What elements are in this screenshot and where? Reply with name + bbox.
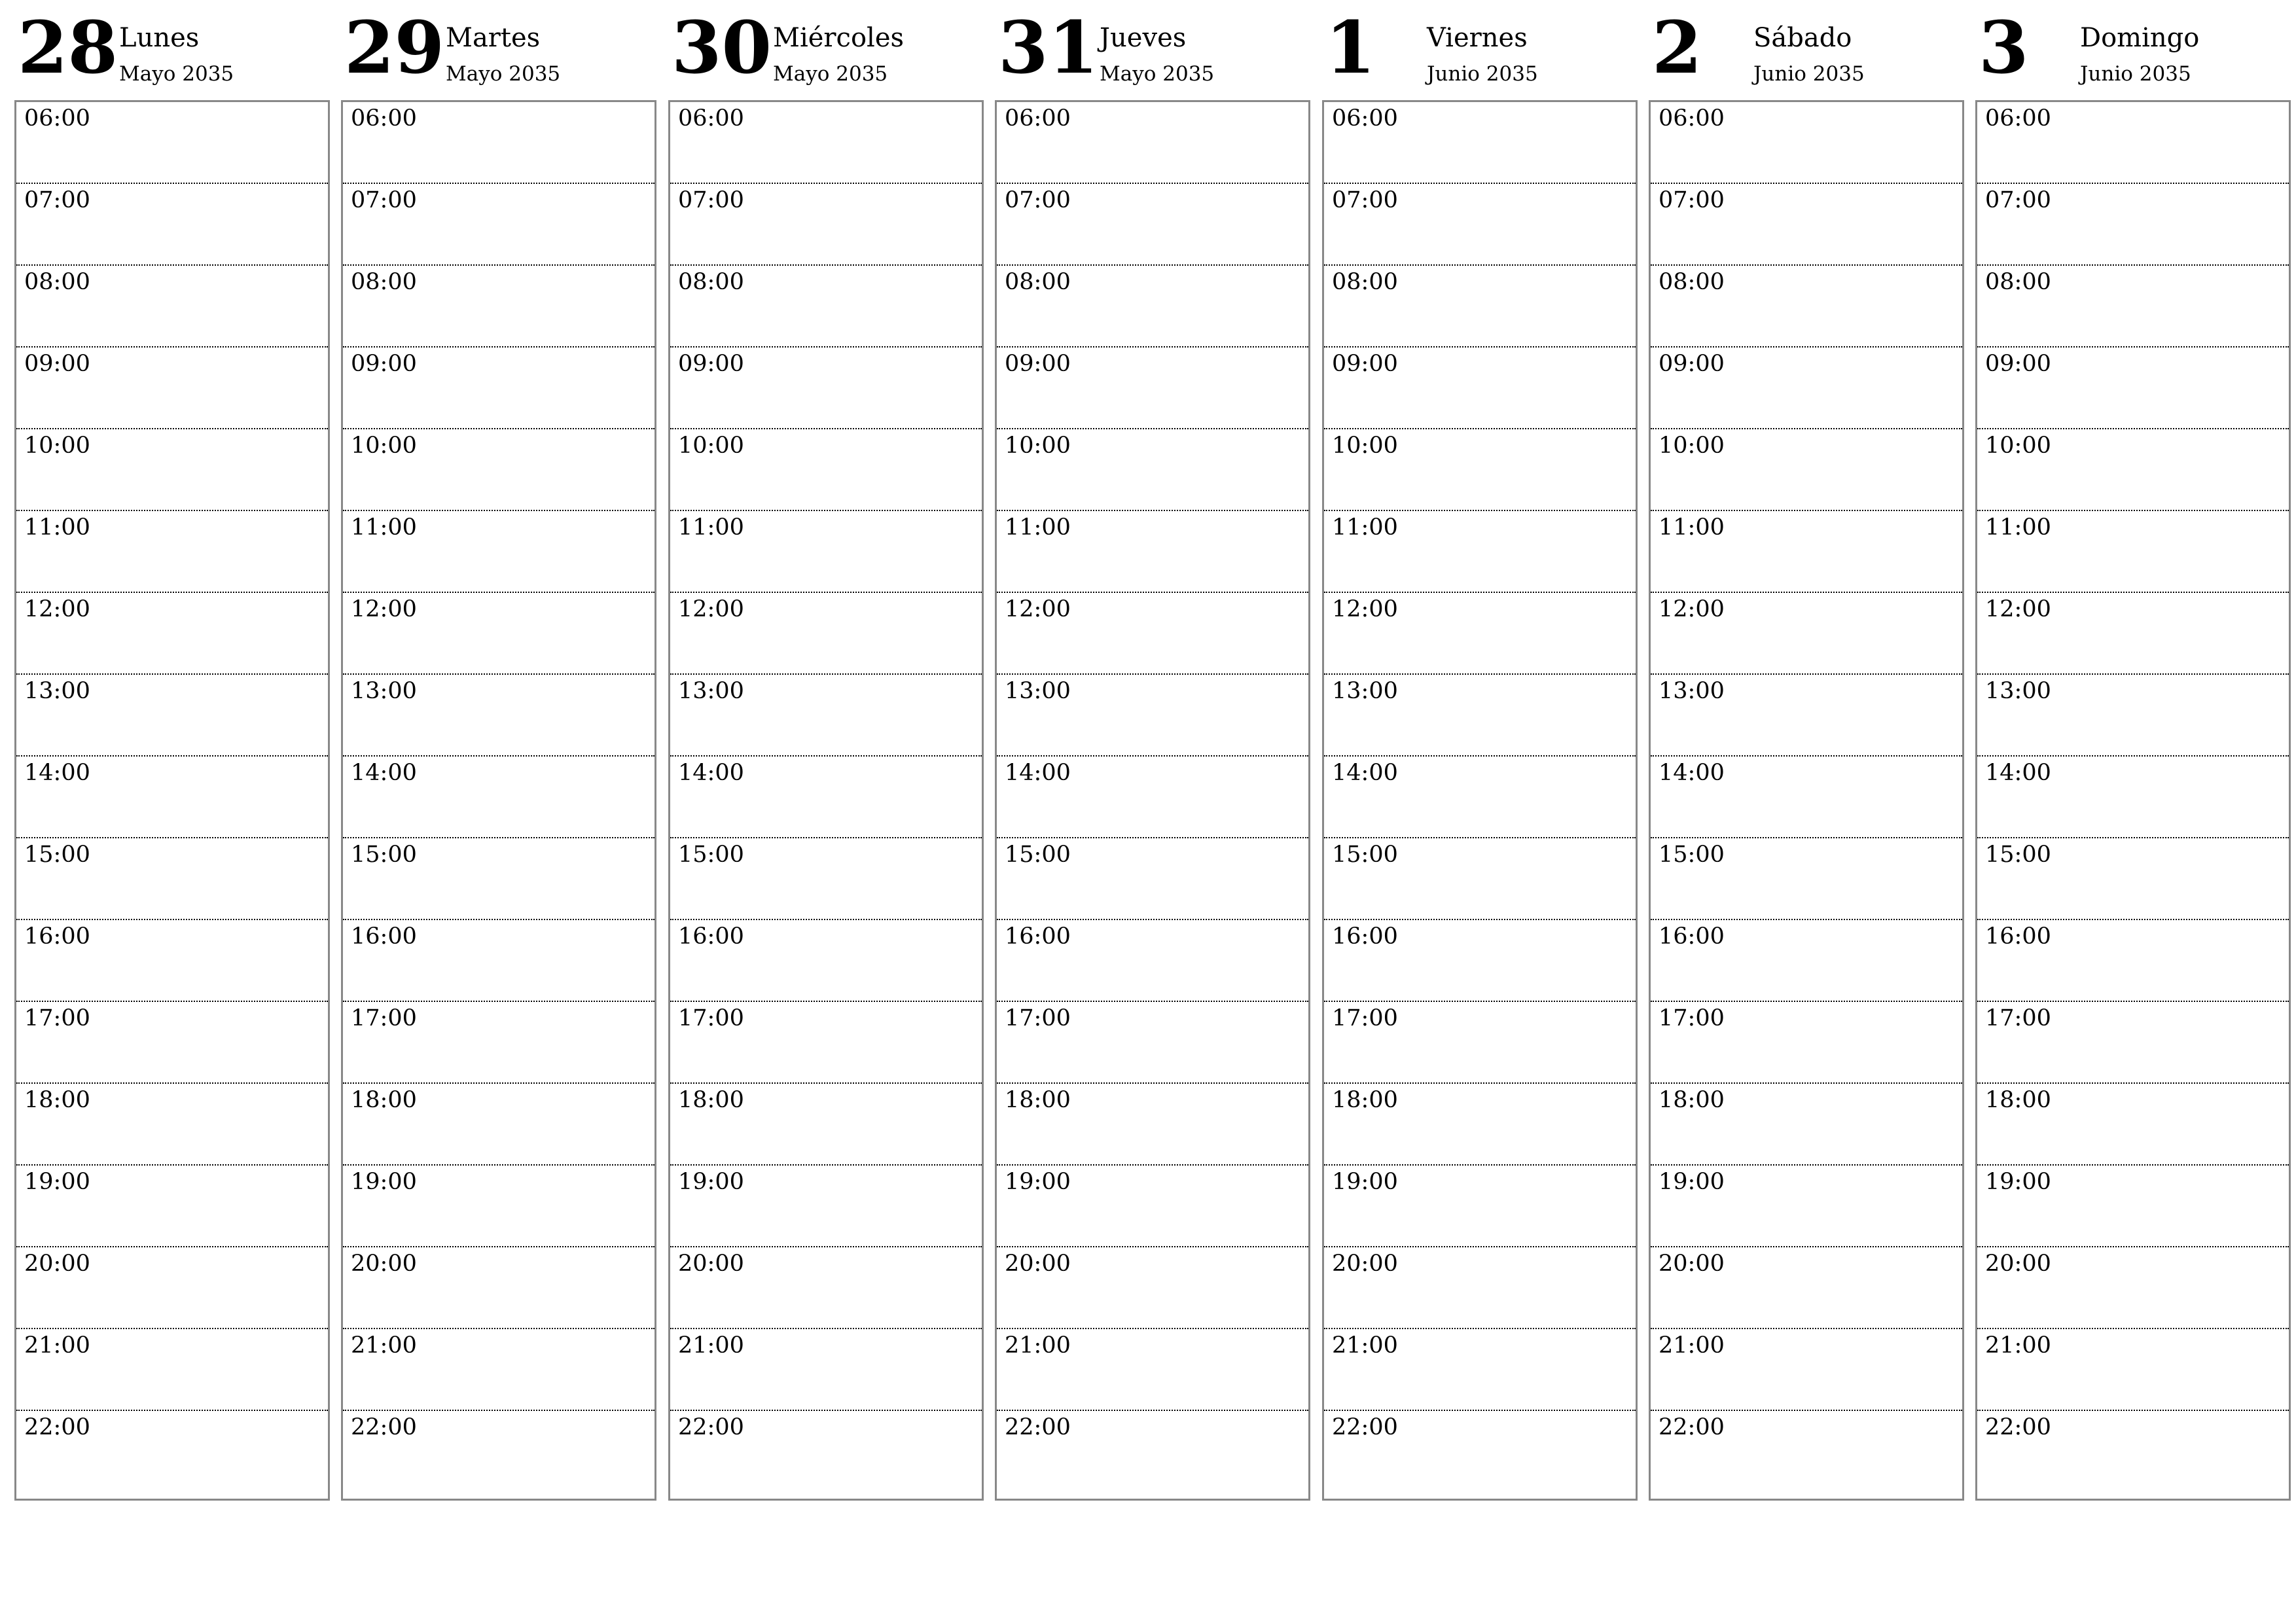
time-slot-label: 09:00	[351, 351, 417, 377]
time-slot[interactable]	[670, 1329, 982, 1411]
time-slot[interactable]	[997, 920, 1308, 1002]
time-slot[interactable]	[1651, 184, 1962, 266]
time-slot-label: 06:00	[1985, 105, 2051, 132]
time-slot[interactable]	[670, 593, 982, 675]
time-slot[interactable]	[1977, 1247, 2289, 1329]
day-number: 31	[998, 5, 1099, 90]
time-slot[interactable]	[670, 675, 982, 757]
time-slot-label: 19:00	[678, 1169, 744, 1195]
time-slot[interactable]	[1324, 757, 1636, 838]
day-name: Domingo	[2080, 23, 2200, 53]
time-slot-label: 17:00	[1005, 1005, 1071, 1031]
time-slot[interactable]	[997, 1411, 1308, 1493]
time-slot[interactable]	[16, 511, 328, 593]
time-slot[interactable]	[343, 920, 655, 1002]
time-slot[interactable]	[997, 838, 1308, 920]
time-slot-label: 17:00	[1659, 1005, 1725, 1031]
day-header	[1975, 0, 2289, 99]
time-slot[interactable]	[1324, 1329, 1636, 1411]
time-slot-label: 14:00	[1005, 760, 1071, 786]
time-slot-label: 18:00	[24, 1087, 90, 1113]
time-slot-label: 10:00	[1659, 433, 1725, 459]
time-slot[interactable]	[1324, 429, 1636, 511]
time-slot[interactable]	[997, 266, 1308, 348]
time-slot-label: 22:00	[24, 1414, 90, 1440]
time-slot-label: 07:00	[24, 187, 90, 213]
time-slot-label: 07:00	[351, 187, 417, 213]
time-slot[interactable]	[1324, 1002, 1636, 1084]
day-number: 30	[672, 5, 772, 90]
time-slot[interactable]	[670, 1247, 982, 1329]
time-slot[interactable]	[1651, 266, 1962, 348]
day-month: Junio 2035	[1427, 62, 1538, 86]
time-slot-label: 07:00	[1985, 187, 2051, 213]
time-slot-label: 16:00	[1332, 923, 1398, 950]
time-slot[interactable]	[16, 429, 328, 511]
time-slot[interactable]	[1977, 1166, 2289, 1247]
time-slot[interactable]	[1651, 1166, 1962, 1247]
time-slot[interactable]	[1324, 838, 1636, 920]
time-slot[interactable]	[343, 348, 655, 429]
time-slot[interactable]	[997, 348, 1308, 429]
time-slot[interactable]	[1651, 757, 1962, 838]
time-slot-label: 22:00	[351, 1414, 417, 1440]
day-number: 2	[1652, 5, 1702, 90]
time-slot[interactable]	[670, 266, 982, 348]
day-header	[668, 0, 982, 99]
time-slot-label: 07:00	[1005, 187, 1071, 213]
time-slot-label: 14:00	[351, 760, 417, 786]
time-slot[interactable]	[343, 675, 655, 757]
time-slot-label: 13:00	[1985, 678, 2051, 704]
time-slot[interactable]	[1977, 920, 2289, 1002]
time-slot[interactable]	[1324, 593, 1636, 675]
time-slot[interactable]	[670, 102, 982, 184]
time-slot-label: 17:00	[1332, 1005, 1398, 1031]
time-slot[interactable]	[1651, 593, 1962, 675]
time-slot-label: 06:00	[1005, 105, 1071, 132]
time-slot[interactable]	[997, 429, 1308, 511]
time-slot[interactable]	[16, 675, 328, 757]
time-slot[interactable]	[16, 102, 328, 184]
day-column	[14, 0, 329, 1503]
time-slot[interactable]	[1324, 675, 1636, 757]
time-slot-label: 21:00	[351, 1332, 417, 1359]
day-schedule-box	[995, 100, 1310, 1501]
time-slot[interactable]	[997, 1084, 1308, 1166]
time-slot-label: 17:00	[1985, 1005, 2051, 1031]
time-slot[interactable]	[997, 757, 1308, 838]
time-slot-label: 08:00	[1985, 269, 2051, 295]
time-slot[interactable]	[16, 266, 328, 348]
time-slot-label: 20:00	[1659, 1251, 1725, 1277]
time-slot-label: 08:00	[1332, 269, 1398, 295]
time-slot-label: 13:00	[678, 678, 744, 704]
time-slot-label: 10:00	[1985, 433, 2051, 459]
time-slot-label: 09:00	[1659, 351, 1725, 377]
time-slot[interactable]	[1324, 920, 1636, 1002]
time-slot-label: 06:00	[351, 105, 417, 132]
day-name: Sábado	[1753, 23, 1852, 53]
time-slot-label: 22:00	[1332, 1414, 1398, 1440]
time-slot-label: 09:00	[1985, 351, 2051, 377]
time-slot[interactable]	[670, 757, 982, 838]
time-slot-label: 13:00	[1332, 678, 1398, 704]
time-slot-label: 12:00	[678, 596, 744, 622]
time-slot[interactable]	[1324, 266, 1636, 348]
time-slot[interactable]	[1977, 429, 2289, 511]
time-slot-label: 14:00	[678, 760, 744, 786]
day-month: Junio 2035	[1753, 62, 1865, 86]
time-slot-label: 08:00	[351, 269, 417, 295]
time-slot-label: 10:00	[351, 433, 417, 459]
time-slot-label: 11:00	[1985, 514, 2051, 541]
time-slot[interactable]	[1977, 757, 2289, 838]
time-slot[interactable]	[343, 1329, 655, 1411]
time-slot-label: 08:00	[1659, 269, 1725, 295]
time-slot[interactable]	[16, 1166, 328, 1247]
time-slot[interactable]	[1324, 1247, 1636, 1329]
time-slot-label: 11:00	[1332, 514, 1398, 541]
time-slot-label: 06:00	[678, 105, 744, 132]
day-header	[14, 0, 329, 99]
time-slot[interactable]	[16, 1247, 328, 1329]
time-slot-label: 15:00	[24, 842, 90, 868]
time-slot-label: 11:00	[678, 514, 744, 541]
time-slot[interactable]	[670, 1002, 982, 1084]
time-slot-label: 18:00	[1005, 1087, 1071, 1113]
time-slot-label: 15:00	[1332, 842, 1398, 868]
time-slot[interactable]	[1324, 511, 1636, 593]
time-slot-label: 09:00	[678, 351, 744, 377]
day-month: Junio 2035	[2080, 62, 2191, 86]
time-slot[interactable]	[670, 1084, 982, 1166]
time-slot-label: 20:00	[24, 1251, 90, 1277]
time-slot[interactable]	[1977, 102, 2289, 184]
time-slot[interactable]	[1651, 1411, 1962, 1493]
time-slot-label: 17:00	[351, 1005, 417, 1031]
time-slot[interactable]	[16, 348, 328, 429]
time-slot-label: 12:00	[351, 596, 417, 622]
day-header	[995, 0, 1309, 99]
time-slot-label: 21:00	[24, 1332, 90, 1359]
time-slot-label: 16:00	[24, 923, 90, 950]
time-slot-label: 09:00	[1005, 351, 1071, 377]
day-month: Mayo 2035	[119, 62, 234, 86]
time-slot-label: 14:00	[1659, 760, 1725, 786]
time-slot-label: 18:00	[1332, 1087, 1398, 1113]
time-slot[interactable]	[997, 1002, 1308, 1084]
day-name: Miércoles	[773, 23, 905, 53]
time-slot-label: 15:00	[678, 842, 744, 868]
time-slot-label: 17:00	[24, 1005, 90, 1031]
time-slot[interactable]	[16, 184, 328, 266]
time-slot[interactable]	[670, 1411, 982, 1493]
time-slot-label: 19:00	[1005, 1169, 1071, 1195]
time-slot-label: 11:00	[351, 514, 417, 541]
time-slot[interactable]	[343, 429, 655, 511]
time-slot-label: 08:00	[678, 269, 744, 295]
day-number: 1	[1325, 5, 1376, 90]
time-slot-label: 20:00	[1985, 1251, 2051, 1277]
time-slot-label: 20:00	[351, 1251, 417, 1277]
time-slot-label: 16:00	[351, 923, 417, 950]
time-slot[interactable]	[997, 1166, 1308, 1247]
time-slot[interactable]	[343, 838, 655, 920]
time-slot-label: 15:00	[1659, 842, 1725, 868]
time-slot-label: 10:00	[678, 433, 744, 459]
time-slot[interactable]	[670, 184, 982, 266]
time-slot[interactable]	[1977, 184, 2289, 266]
time-slot[interactable]	[1324, 184, 1636, 266]
time-slot[interactable]	[1324, 348, 1636, 429]
time-slot[interactable]	[16, 593, 328, 675]
time-slot-label: 19:00	[1985, 1169, 2051, 1195]
day-schedule-box	[668, 100, 984, 1501]
time-slot[interactable]	[1977, 675, 2289, 757]
time-slot[interactable]	[343, 1002, 655, 1084]
time-slot[interactable]	[16, 920, 328, 1002]
time-slot[interactable]	[997, 593, 1308, 675]
time-slot[interactable]	[1977, 593, 2289, 675]
time-slot-label: 14:00	[1332, 760, 1398, 786]
time-slot[interactable]	[1977, 1002, 2289, 1084]
day-column	[668, 0, 982, 1503]
day-schedule-box	[341, 100, 656, 1501]
day-header	[1322, 0, 1636, 99]
time-slot[interactable]	[16, 1084, 328, 1166]
time-slot[interactable]	[1651, 1247, 1962, 1329]
time-slot-label: 15:00	[1985, 842, 2051, 868]
time-slot-label: 16:00	[1659, 923, 1725, 950]
time-slot[interactable]	[16, 838, 328, 920]
time-slot[interactable]	[1977, 1411, 2289, 1493]
time-slot-label: 09:00	[24, 351, 90, 377]
day-name: Lunes	[119, 23, 200, 53]
time-slot-label: 12:00	[24, 596, 90, 622]
time-slot[interactable]	[343, 757, 655, 838]
day-month: Mayo 2035	[1100, 62, 1215, 86]
time-slot-label: 08:00	[1005, 269, 1071, 295]
time-slot-label: 21:00	[1659, 1332, 1725, 1359]
day-header	[341, 0, 655, 99]
time-slot-label: 08:00	[24, 269, 90, 295]
day-schedule-box	[1322, 100, 1638, 1501]
time-slot[interactable]	[1977, 348, 2289, 429]
time-slot-label: 12:00	[1332, 596, 1398, 622]
time-slot-label: 18:00	[1985, 1087, 2051, 1113]
day-name: Martes	[446, 23, 541, 53]
time-slot[interactable]	[1651, 1329, 1962, 1411]
time-slot-label: 13:00	[1659, 678, 1725, 704]
time-slot-label: 15:00	[1005, 842, 1071, 868]
time-slot[interactable]	[1651, 920, 1962, 1002]
time-slot[interactable]	[343, 1084, 655, 1166]
time-slot-label: 12:00	[1659, 596, 1725, 622]
time-slot[interactable]	[997, 675, 1308, 757]
time-slot[interactable]	[16, 1329, 328, 1411]
day-column	[1975, 0, 2289, 1503]
time-slot-label: 06:00	[1659, 105, 1725, 132]
time-slot[interactable]	[1977, 511, 2289, 593]
day-month: Mayo 2035	[446, 62, 561, 86]
time-slot[interactable]	[1324, 102, 1636, 184]
time-slot-label: 18:00	[1659, 1087, 1725, 1113]
day-number: 28	[18, 5, 118, 90]
time-slot[interactable]	[1651, 348, 1962, 429]
time-slot[interactable]	[1977, 1329, 2289, 1411]
time-slot[interactable]	[670, 348, 982, 429]
time-slot[interactable]	[1651, 1084, 1962, 1166]
day-column	[1322, 0, 1636, 1503]
day-number: 3	[1979, 5, 2029, 90]
time-slot-label: 21:00	[1332, 1332, 1398, 1359]
time-slot-label: 18:00	[678, 1087, 744, 1113]
time-slot[interactable]	[343, 266, 655, 348]
time-slot[interactable]	[343, 1411, 655, 1493]
time-slot-label: 06:00	[1332, 105, 1398, 132]
time-slot[interactable]	[997, 184, 1308, 266]
time-slot-label: 16:00	[678, 923, 744, 950]
time-slot-label: 06:00	[24, 105, 90, 132]
time-slot[interactable]	[16, 1411, 328, 1493]
time-slot[interactable]	[343, 511, 655, 593]
time-slot[interactable]	[16, 757, 328, 838]
time-slot[interactable]	[1651, 838, 1962, 920]
time-slot-label: 12:00	[1985, 596, 2051, 622]
day-name: Viernes	[1427, 23, 1528, 53]
time-slot[interactable]	[670, 1166, 982, 1247]
time-slot[interactable]	[1651, 429, 1962, 511]
time-slot[interactable]	[1651, 102, 1962, 184]
time-slot[interactable]	[343, 1166, 655, 1247]
time-slot[interactable]	[997, 102, 1308, 184]
time-slot-label: 12:00	[1005, 596, 1071, 622]
time-slot-label: 22:00	[1005, 1414, 1071, 1440]
time-slot[interactable]	[343, 1247, 655, 1329]
day-column	[1649, 0, 1963, 1503]
day-column	[341, 0, 655, 1503]
time-slot-label: 19:00	[351, 1169, 417, 1195]
time-slot-label: 20:00	[1332, 1251, 1398, 1277]
time-slot-label: 22:00	[1659, 1414, 1725, 1440]
day-month: Mayo 2035	[773, 62, 888, 86]
day-name: Jueves	[1100, 23, 1187, 53]
time-slot-label: 19:00	[1332, 1169, 1398, 1195]
time-slot-label: 10:00	[24, 433, 90, 459]
time-slot[interactable]	[997, 1247, 1308, 1329]
time-slot[interactable]	[1977, 266, 2289, 348]
time-slot[interactable]	[1977, 1084, 2289, 1166]
time-slot-label: 07:00	[1659, 187, 1725, 213]
time-slot-label: 07:00	[1332, 187, 1398, 213]
time-slot[interactable]	[343, 593, 655, 675]
time-slot[interactable]	[997, 1329, 1308, 1411]
time-slot-label: 11:00	[24, 514, 90, 541]
time-slot[interactable]	[670, 429, 982, 511]
day-schedule-box	[14, 100, 330, 1501]
time-slot[interactable]	[343, 102, 655, 184]
time-slot[interactable]	[670, 838, 982, 920]
time-slot[interactable]	[16, 1002, 328, 1084]
day-schedule-box	[1975, 100, 2291, 1501]
time-slot-label: 19:00	[24, 1169, 90, 1195]
time-slot-label: 17:00	[678, 1005, 744, 1031]
time-slot-label: 09:00	[1332, 351, 1398, 377]
time-slot-label: 11:00	[1659, 514, 1725, 541]
time-slot-label: 22:00	[678, 1414, 744, 1440]
time-slot[interactable]	[1977, 838, 2289, 920]
time-slot[interactable]	[1651, 511, 1962, 593]
time-slot[interactable]	[1651, 1002, 1962, 1084]
time-slot-label: 21:00	[678, 1332, 744, 1359]
time-slot-label: 14:00	[24, 760, 90, 786]
time-slot[interactable]	[1651, 675, 1962, 757]
day-number: 29	[344, 5, 445, 90]
time-slot-label: 20:00	[1005, 1251, 1071, 1277]
time-slot-label: 11:00	[1005, 514, 1071, 541]
time-slot-label: 21:00	[1005, 1332, 1071, 1359]
day-header	[1649, 0, 1963, 99]
time-slot-label: 22:00	[1985, 1414, 2051, 1440]
time-slot-label: 10:00	[1005, 433, 1071, 459]
time-slot[interactable]	[1324, 1084, 1636, 1166]
time-slot-label: 07:00	[678, 187, 744, 213]
time-slot[interactable]	[670, 511, 982, 593]
time-slot-label: 16:00	[1005, 923, 1071, 950]
time-slot-label: 15:00	[351, 842, 417, 868]
time-slot-label: 14:00	[1985, 760, 2051, 786]
day-column	[995, 0, 1309, 1503]
day-schedule-box	[1649, 100, 1964, 1501]
time-slot[interactable]	[1324, 1166, 1636, 1247]
time-slot-label: 18:00	[351, 1087, 417, 1113]
time-slot[interactable]	[1324, 1411, 1636, 1493]
time-slot[interactable]	[997, 511, 1308, 593]
time-slot-label: 10:00	[1332, 433, 1398, 459]
time-slot-label: 16:00	[1985, 923, 2051, 950]
time-slot-label: 13:00	[24, 678, 90, 704]
time-slot-label: 13:00	[1005, 678, 1071, 704]
time-slot-label: 20:00	[678, 1251, 744, 1277]
time-slot[interactable]	[670, 920, 982, 1002]
time-slot-label: 19:00	[1659, 1169, 1725, 1195]
time-slot-label: 21:00	[1985, 1332, 2051, 1359]
time-slot-label: 13:00	[351, 678, 417, 704]
time-slot[interactable]	[343, 184, 655, 266]
